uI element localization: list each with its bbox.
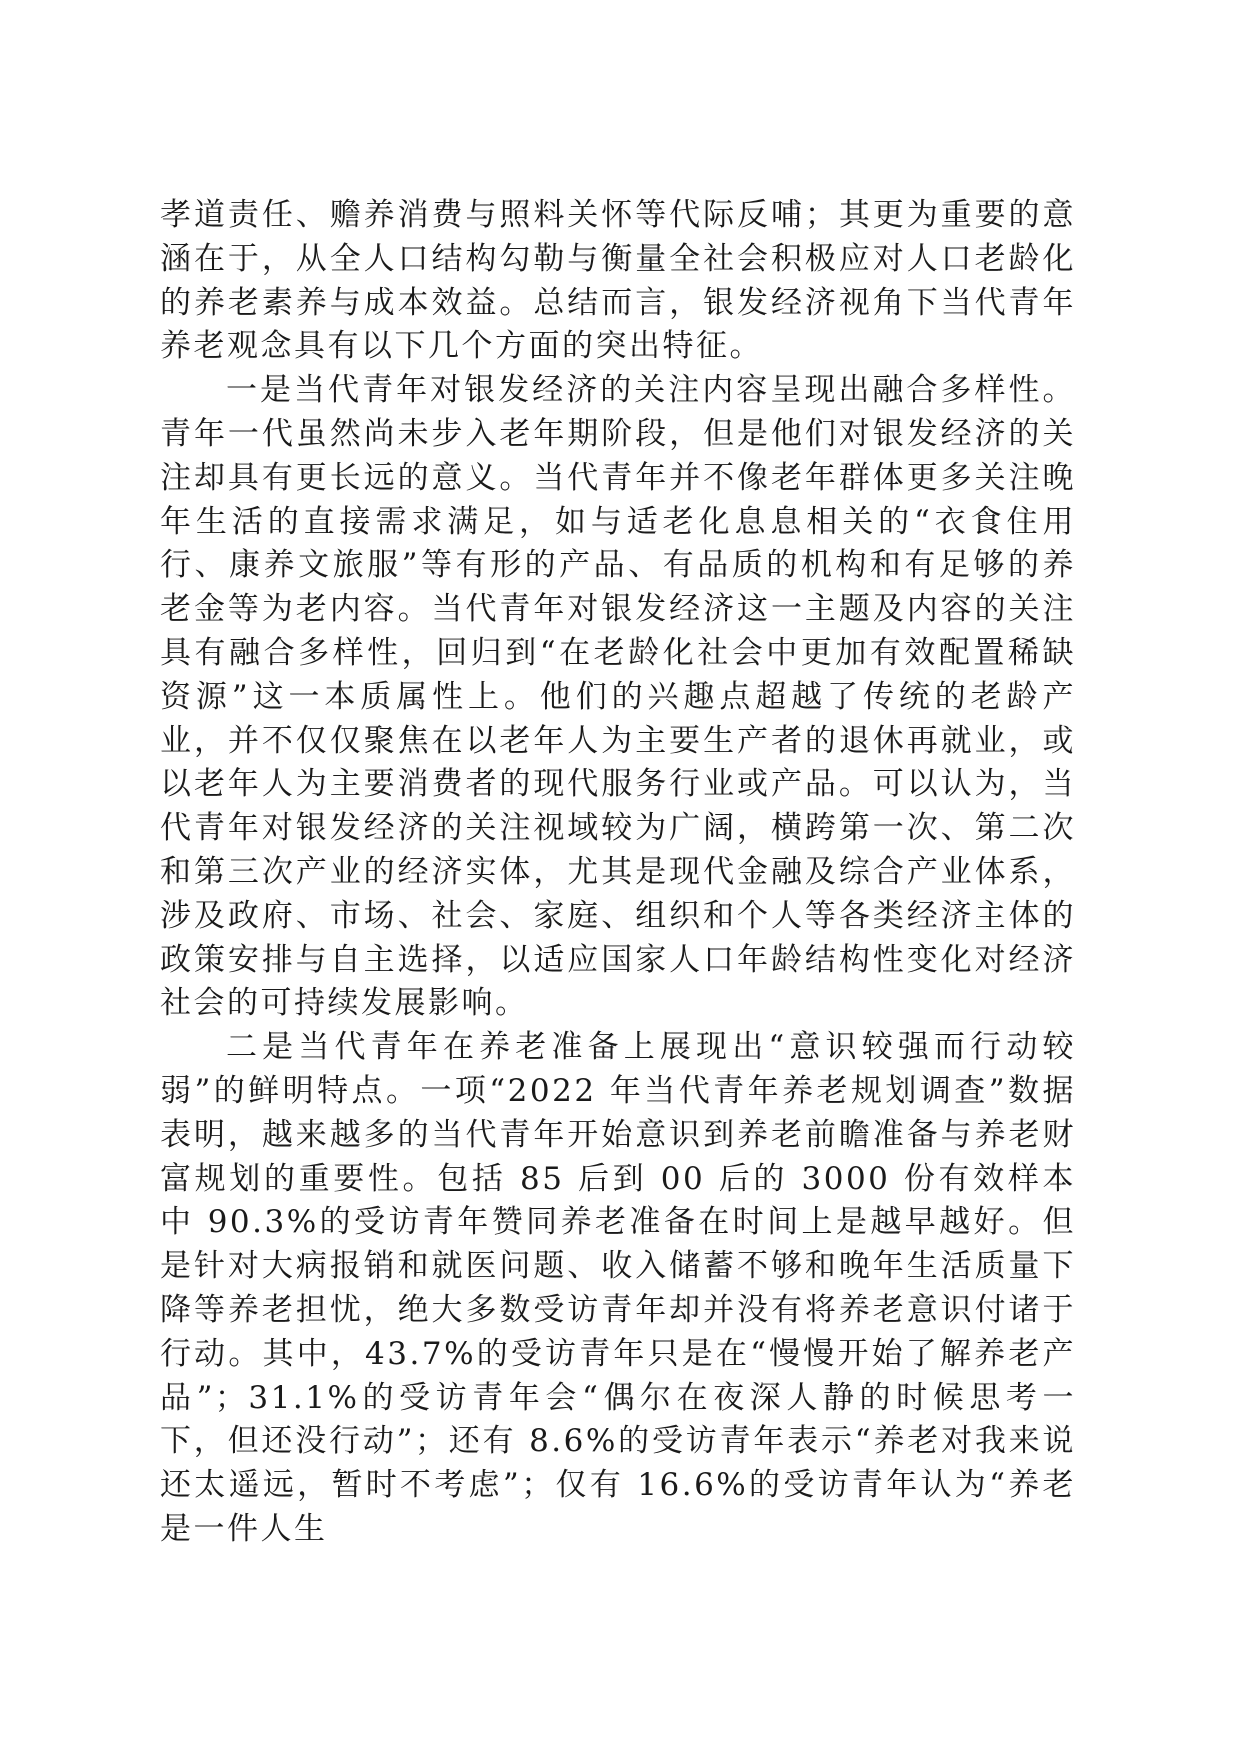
- paragraph-3: 二是当代青年在养老准备上展现出“意识较强而行动较弱”的鲜明特点。一项“2022 年当代青年养老规划调查”数据表明，越来越多的当代青年开始意识到养老前瞻准备与养老财富规划的重要性。包括 85 后到 00 后的 3000 份有效样本中 90.3%的受访青年赞同养老准备在时间上是越早越好。但是针对大病报销和就医问题、收入储蓄不够和晚年生活质量下降等养老担忧，绝大多数受访青年却并没有将养老意识付诸于行动。其中，43.7%的受访青年只是在“慢慢开始了解养老产品”；31.1%的受访青年会“偶尔在夜深人静的时候思考一下，但还没行动”；还有 8.6%的受访青年表示“养老对我来说还太遥远，暂时不考虑”；仅有 16.6%的受访青年认为“养老是一件人生: [160, 1029, 1076, 1547]
- paragraph-1: 孝道责任、赡养消费与照料关怀等代际反哺；其更为重要的意涵在于，从全人口结构勾勒与衡量全社会积极应对人口老龄化的养老素养与成本效益。总结而言，银发经济视角下当代青年养老观念具有以下几个方面的突出特征。: [160, 197, 1076, 365]
- paragraph-2: 一是当代青年对银发经济的关注内容呈现出融合多样性。青年一代虽然尚未步入老年期阶段，但是他们对银发经济的关注却具有更长远的意义。当代青年并不像老年群体更多关注晚年生活的直接需求满足，如与适老化息息相关的“衣食住用行、康养文旅服”等有形的产品、有品质的机构和有足够的养老金等为老内容。当代青年对银发经济这一主题及内容的关注具有融合多样性，回归到“在老龄化社会中更加有效配置稀缺资源”这一本质属性上。他们的兴趣点超越了传统的老龄产业，并不仅仅聚焦在以老年人为主要生产者的退休再就业，或以老年人为主要消费者的现代服务行业或产品。可以认为，当代青年对银发经济的关注视域较为广阔，横跨第一次、第二次和第三次产业的经济实体，尤其是现代金融及综合产业体系，涉及政府、市场、社会、家庭、组织和个人等各类经济主体的政策安排与自主选择，以适应国家人口年龄结构性变化对经济社会的可持续发展影响。: [160, 372, 1076, 1022]
- body-text: [160, 194, 1076, 1552]
